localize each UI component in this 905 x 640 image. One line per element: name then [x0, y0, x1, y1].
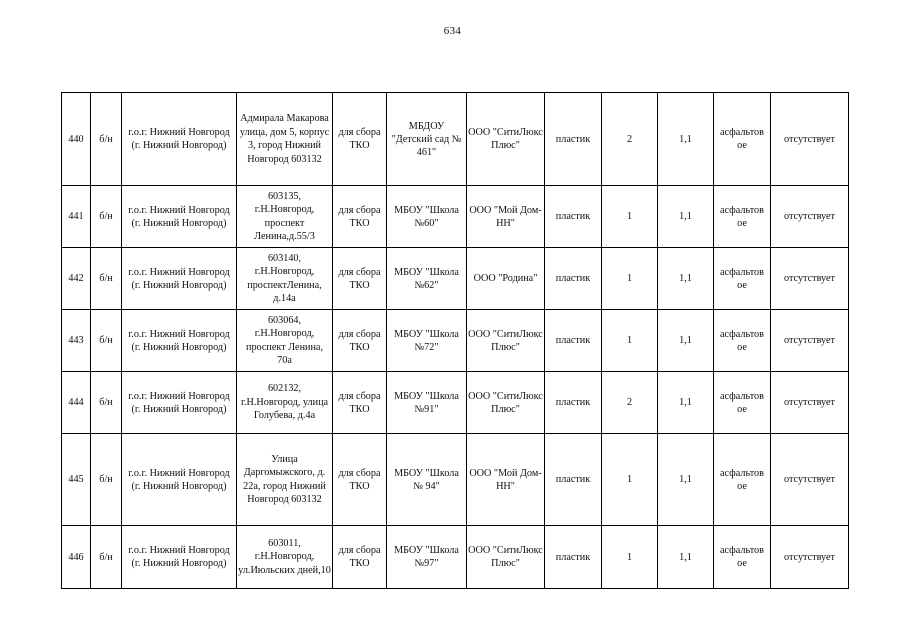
address-cell: 603135, г.Н.Новгород, проспект Ленина,д.55/3 — [237, 186, 333, 248]
operator-cell: ООО "СитиЛюкс Плюс" — [467, 372, 545, 434]
operator-cell: ООО "СитиЛюкс Плюс" — [467, 526, 545, 589]
address-cell: 603064, г.Н.Новгород, проспект Ленина, 70а — [237, 310, 333, 372]
purpose-cell: для сбора ТКО — [333, 186, 387, 248]
container-volume-cell: 1,1 — [658, 93, 714, 186]
container-volume-cell: 1,1 — [658, 372, 714, 434]
purpose-cell: для сбора ТКО — [333, 372, 387, 434]
container-count-cell: 1 — [602, 248, 658, 310]
table-row — [62, 434, 849, 526]
row-number-cell: 440 — [62, 93, 91, 186]
container-volume-cell: 1,1 — [658, 526, 714, 589]
fence-cell: отсутствует — [771, 434, 849, 526]
surface-cell: асфальтов ое — [714, 310, 771, 372]
row-number-cell: 441 — [62, 186, 91, 248]
table-row — [62, 248, 849, 310]
row-number-cell: 445 — [62, 434, 91, 526]
owner-cell: МБОУ "Школа №97" — [387, 526, 467, 589]
container-count-cell: 1 — [602, 526, 658, 589]
registry-number-cell: б/н — [91, 93, 122, 186]
container-count-cell: 2 — [602, 93, 658, 186]
surface-cell: асфальтов ое — [714, 526, 771, 589]
container-count-cell: 1 — [602, 310, 658, 372]
table-row — [62, 93, 849, 186]
registry-number-cell: б/н — [91, 186, 122, 248]
table-row — [62, 526, 849, 589]
municipality-cell: г.о.г. Нижний Новгород (г. Нижний Новгород) — [122, 93, 237, 186]
surface-cell: асфальтов ое — [714, 434, 771, 526]
material-cell: пластик — [545, 434, 602, 526]
container-volume-cell: 1,1 — [658, 248, 714, 310]
fence-cell: отсутствует — [771, 372, 849, 434]
waste-sites-table — [61, 92, 849, 589]
fence-cell: отсутствует — [771, 526, 849, 589]
operator-cell: ООО "СитиЛюкс Плюс" — [467, 93, 545, 186]
table-row — [62, 372, 849, 434]
purpose-cell: для сбора ТКО — [333, 93, 387, 186]
material-cell: пластик — [545, 186, 602, 248]
registry-number-cell: б/н — [91, 372, 122, 434]
registry-number-cell: б/н — [91, 248, 122, 310]
address-cell: Адмирала Макарова улица, дом 5, корпус 3, город Нижний Новгород 603132 — [237, 93, 333, 186]
container-volume-cell: 1,1 — [658, 434, 714, 526]
table-row — [62, 186, 849, 248]
surface-cell: асфальтов ое — [714, 186, 771, 248]
surface-cell: асфальтов ое — [714, 248, 771, 310]
material-cell: пластик — [545, 248, 602, 310]
fence-cell: отсутствует — [771, 93, 849, 186]
operator-cell: ООО "Родина" — [467, 248, 545, 310]
owner-cell: МБДОУ "Детский сад № 461" — [387, 93, 467, 186]
purpose-cell: для сбора ТКО — [333, 434, 387, 526]
operator-cell: ООО "СитиЛюкс Плюс" — [467, 310, 545, 372]
address-cell: 603140, г.Н.Новгород, проспектЛенина, д.14а — [237, 248, 333, 310]
municipality-cell: г.о.г. Нижний Новгород (г. Нижний Новгород) — [122, 248, 237, 310]
owner-cell: МБОУ "Школа №91" — [387, 372, 467, 434]
address-cell: 602132, г.Н.Новгород, улица Голубева, д.4а — [237, 372, 333, 434]
table-row — [62, 310, 849, 372]
material-cell: пластик — [545, 372, 602, 434]
purpose-cell: для сбора ТКО — [333, 310, 387, 372]
fence-cell: отсутствует — [771, 310, 849, 372]
municipality-cell: г.о.г. Нижний Новгород (г. Нижний Новгород) — [122, 310, 237, 372]
address-cell: 603011, г.Н.Новгород, ул.Июльских дней,10 — [237, 526, 333, 589]
material-cell: пластик — [545, 93, 602, 186]
fence-cell: отсутствует — [771, 186, 849, 248]
page-number: 634 — [443, 25, 462, 37]
row-number-cell: 443 — [62, 310, 91, 372]
operator-cell: ООО "Мой Дом-НН" — [467, 186, 545, 248]
container-count-cell: 2 — [602, 372, 658, 434]
municipality-cell: г.о.г. Нижний Новгород (г. Нижний Новгород) — [122, 372, 237, 434]
row-number-cell: 446 — [62, 526, 91, 589]
owner-cell: МБОУ "Школа №62" — [387, 248, 467, 310]
row-number-cell: 442 — [62, 248, 91, 310]
owner-cell: МБОУ "Школа № 94" — [387, 434, 467, 526]
address-cell: Улица Даргомыжского, д. 22а, город Нижний Новгород 603132 — [237, 434, 333, 526]
container-volume-cell: 1,1 — [658, 186, 714, 248]
surface-cell: асфальтов ое — [714, 93, 771, 186]
material-cell: пластик — [545, 526, 602, 589]
registry-number-cell: б/н — [91, 526, 122, 589]
municipality-cell: г.о.г. Нижний Новгород (г. Нижний Новгород) — [122, 186, 237, 248]
material-cell: пластик — [545, 310, 602, 372]
owner-cell: МБОУ "Школа №60" — [387, 186, 467, 248]
container-volume-cell: 1,1 — [658, 310, 714, 372]
purpose-cell: для сбора ТКО — [333, 248, 387, 310]
operator-cell: ООО "Мой Дом-НН" — [467, 434, 545, 526]
surface-cell: асфальтов ое — [714, 372, 771, 434]
owner-cell: МБОУ "Школа №72" — [387, 310, 467, 372]
fence-cell: отсутствует — [771, 248, 849, 310]
registry-number-cell: б/н — [91, 434, 122, 526]
container-count-cell: 1 — [602, 434, 658, 526]
registry-number-cell: б/н — [91, 310, 122, 372]
row-number-cell: 444 — [62, 372, 91, 434]
purpose-cell: для сбора ТКО — [333, 526, 387, 589]
container-count-cell: 1 — [602, 186, 658, 248]
municipality-cell: г.о.г. Нижний Новгород (г. Нижний Новгород) — [122, 526, 237, 589]
municipality-cell: г.о.г. Нижний Новгород (г. Нижний Новгород) — [122, 434, 237, 526]
